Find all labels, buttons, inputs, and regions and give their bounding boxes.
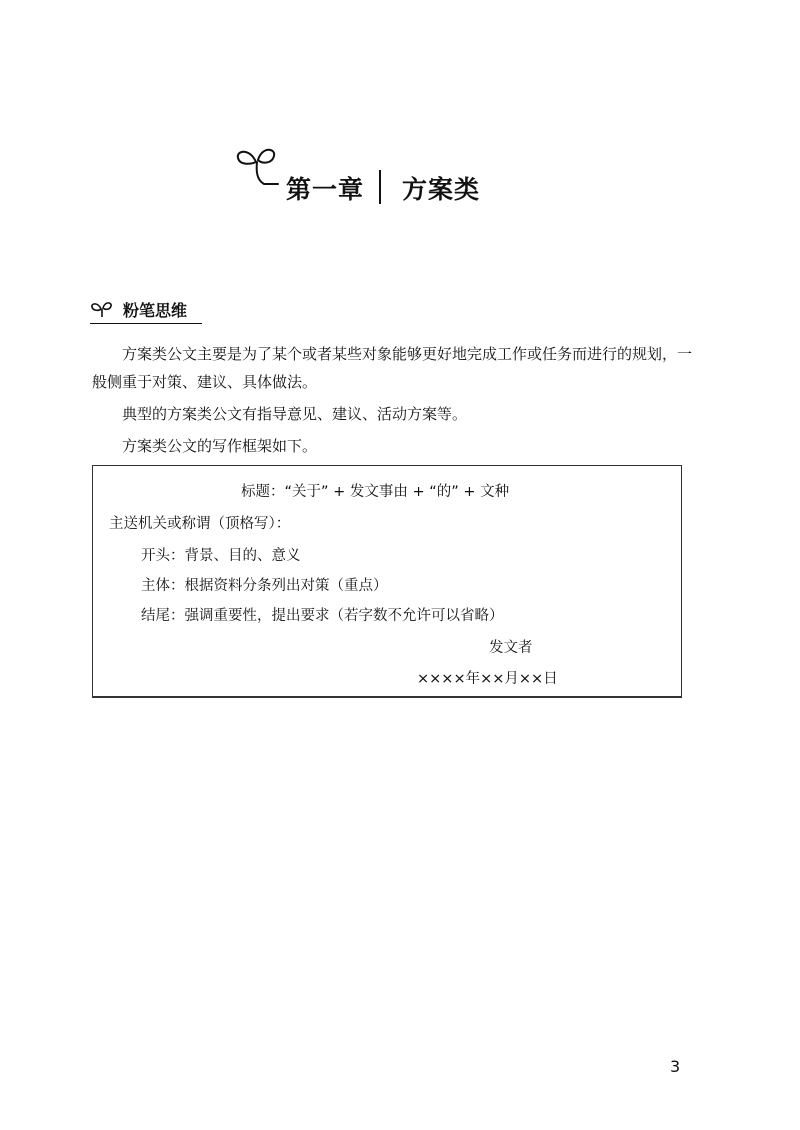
chapter-number: 第一章: [286, 175, 365, 204]
intro-paragraph-2: [92, 400, 692, 428]
paragraph-text: 方案类公文的写作框架如下。: [122, 437, 318, 455]
paragraph-text: 方案类公文主要是为了某个或者某些对象能够更好地完成工作或任务而进行的规划，一般侧重于对策、建议、具体做法。: [92, 345, 693, 391]
sprout-icon: [232, 142, 284, 194]
framework-recipient-line: 主送机关或称谓（顶格写）：: [109, 516, 291, 532]
sprout-icon: [90, 300, 116, 318]
section-underline: [90, 323, 202, 324]
section-label: 粉笔思维: [123, 301, 188, 320]
intro-paragraph-3: [92, 432, 692, 460]
paragraph-text: 典型的方案类公文有指导意见、建议、活动方案等。: [122, 405, 468, 423]
intro-paragraph-1: [92, 340, 692, 396]
framework-date-line: ××××年××月××日: [417, 671, 558, 687]
framework-opening-line: 开头：背景、目的、意义: [141, 548, 301, 564]
framework-ending-line: 结尾：强调重要性，提出要求（若字数不允许可以省略）: [141, 608, 504, 624]
framework-main-line: 主体：根据资料分条列出对策（重点）: [141, 578, 388, 594]
writing-framework-box: [92, 465, 682, 698]
chapter-separator: [379, 170, 381, 204]
framework-sender-line: 发文者: [489, 640, 533, 656]
framework-title-line: 标题：“关于” + 发文事由 + “的” + 文种: [241, 484, 510, 500]
chapter-title: 方案类: [402, 175, 481, 204]
chapter-heading: [232, 142, 532, 212]
page-number: 3: [670, 1057, 681, 1076]
